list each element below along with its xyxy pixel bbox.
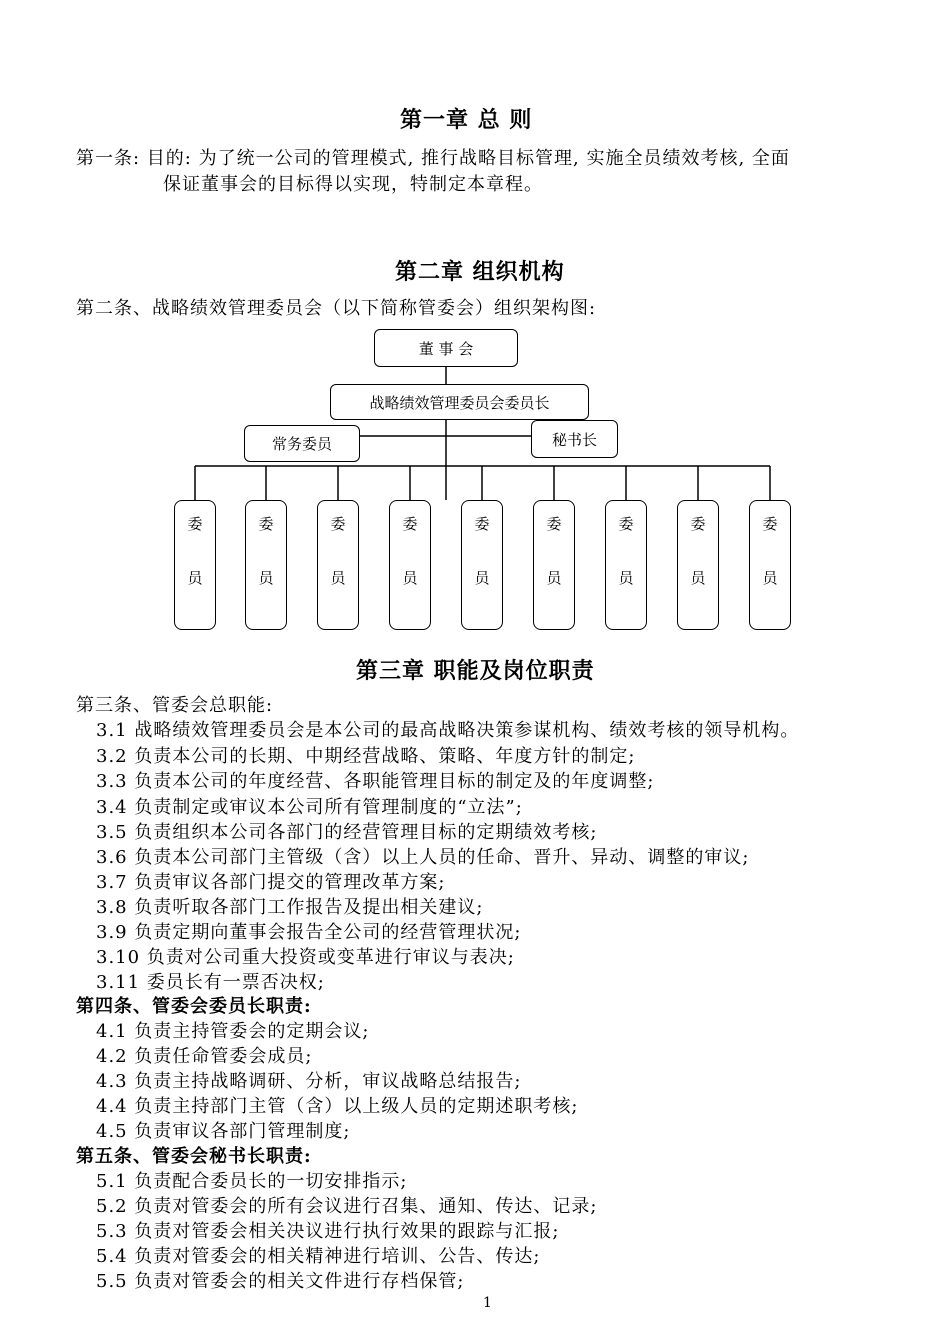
- member-box: [749, 500, 791, 630]
- member-box: [461, 500, 503, 630]
- article3-item: 3.4 负责制定或审议本公司所有管理制度的“立法”;: [96, 797, 523, 818]
- member-box: [245, 500, 287, 630]
- member-char: 委: [474, 515, 490, 533]
- article3-item: 3.8 负责听取各部门工作报告及提出相关建议;: [96, 897, 484, 918]
- member-char: 员: [690, 569, 706, 587]
- article3-heading: 第三条、管委会总职能:: [76, 695, 274, 716]
- member-char: 委: [258, 515, 274, 533]
- article3-item: 3.1 战略绩效管理委员会是本公司的最高战略决策参谋机构、绩效考核的领导机构。: [96, 720, 800, 741]
- member-box: [174, 500, 216, 630]
- member-char: 员: [474, 569, 490, 587]
- member-char: 员: [618, 569, 634, 587]
- member-char: 员: [546, 569, 562, 587]
- article4-item: 4.4 负责主持部门主管（含）以上级人员的定期述职考核;: [96, 1096, 579, 1117]
- member-char: 员: [402, 569, 418, 587]
- chapter1-title: 第一章 总 则: [400, 107, 533, 133]
- secretary-box: [531, 420, 618, 458]
- member-box: [533, 500, 575, 630]
- member-box: [605, 500, 647, 630]
- article3-item: 3.3 负责本公司的年度经营、各职能管理目标的制定及的年度调整;: [96, 771, 655, 792]
- board-box: [374, 329, 518, 367]
- member-char: 委: [618, 515, 634, 533]
- article1-text: 第一条: 目的: 为了统一公司的管理模式, 推行战略目标管理, 实施全员绩效考核, 全面: [76, 148, 790, 169]
- article5-item: 5.5 负责对管委会的相关文件进行存档保管;: [96, 1271, 465, 1292]
- member-box: [389, 500, 431, 630]
- member-char: 员: [762, 569, 778, 587]
- member-char: 委: [546, 515, 562, 533]
- article3-item: 3.10 负责对公司重大投资或变革进行审议与表决;: [96, 947, 515, 968]
- member-char: 员: [330, 569, 346, 587]
- article3-item: 3.2 负责本公司的长期、中期经营战略、策略、年度方针的制定;: [96, 746, 636, 767]
- article4-item: 4.5 负责审议各部门管理制度;: [96, 1121, 351, 1142]
- standing-member-box: [244, 425, 360, 462]
- secretary-label: 秘书长: [551, 430, 597, 449]
- standing-member-label: 常务委员: [271, 435, 332, 453]
- board-label: 董 事 会: [418, 339, 474, 358]
- article2-text: 第二条、战略绩效管理委员会（以下简称管委会）组织架构图:: [76, 298, 597, 319]
- member-char: 委: [330, 515, 346, 533]
- article3-item: 3.11 委员长有一票否决权;: [96, 972, 325, 993]
- chairman-box: [330, 384, 589, 420]
- article4-heading: 第四条、管委会委员长职责:: [76, 996, 312, 1017]
- article3-item: 3.5 负责组织本公司各部门的经营管理目标的定期绩效考核;: [96, 822, 598, 843]
- article5-item: 5.1 负责配合委员长的一切安排指示;: [96, 1171, 408, 1192]
- article1-continuation: 保证董事会的目标得以实现，特制定本章程。: [163, 174, 543, 195]
- member-char: 委: [187, 515, 203, 533]
- article5-item: 5.3 负责对管委会相关决议进行执行效果的跟踪与汇报;: [96, 1221, 560, 1242]
- chapter2-title: 第二章 组织机构: [395, 259, 565, 285]
- member-char: 员: [258, 569, 274, 587]
- article5-item: 5.2 负责对管委会的所有会议进行召集、通知、传达、记录;: [96, 1196, 598, 1217]
- chairman-label: 战略绩效管理委员会委员长: [369, 393, 550, 412]
- member-char: 委: [690, 515, 706, 533]
- article5-item: 5.4 负责对管委会的相关精神进行培训、公告、传达;: [96, 1246, 541, 1267]
- article3-item: 3.9 负责定期向董事会报告全公司的经营管理状况;: [96, 922, 522, 943]
- member-char: 委: [402, 515, 418, 533]
- page-number: 1: [483, 1295, 492, 1311]
- article3-item: 3.7 负责审议各部门提交的管理改革方案;: [96, 872, 446, 893]
- member-char: 委: [762, 515, 778, 533]
- member-char: 员: [187, 569, 203, 587]
- article5-heading: 第五条、管委会秘书长职责:: [76, 1146, 312, 1167]
- article4-item: 4.3 负责主持战略调研、分析，审议战略总结报告;: [96, 1071, 522, 1092]
- member-box: [677, 500, 719, 630]
- member-box: [317, 500, 359, 630]
- chapter3-title: 第三章 职能及岗位职责: [356, 658, 595, 684]
- article3-item: 3.6 负责本公司部门主管级（含）以上人员的任命、晋升、异动、调整的审议;: [96, 847, 750, 868]
- article4-item: 4.1 负责主持管委会的定期会议;: [96, 1021, 370, 1042]
- article4-item: 4.2 负责任命管委会成员;: [96, 1046, 313, 1067]
